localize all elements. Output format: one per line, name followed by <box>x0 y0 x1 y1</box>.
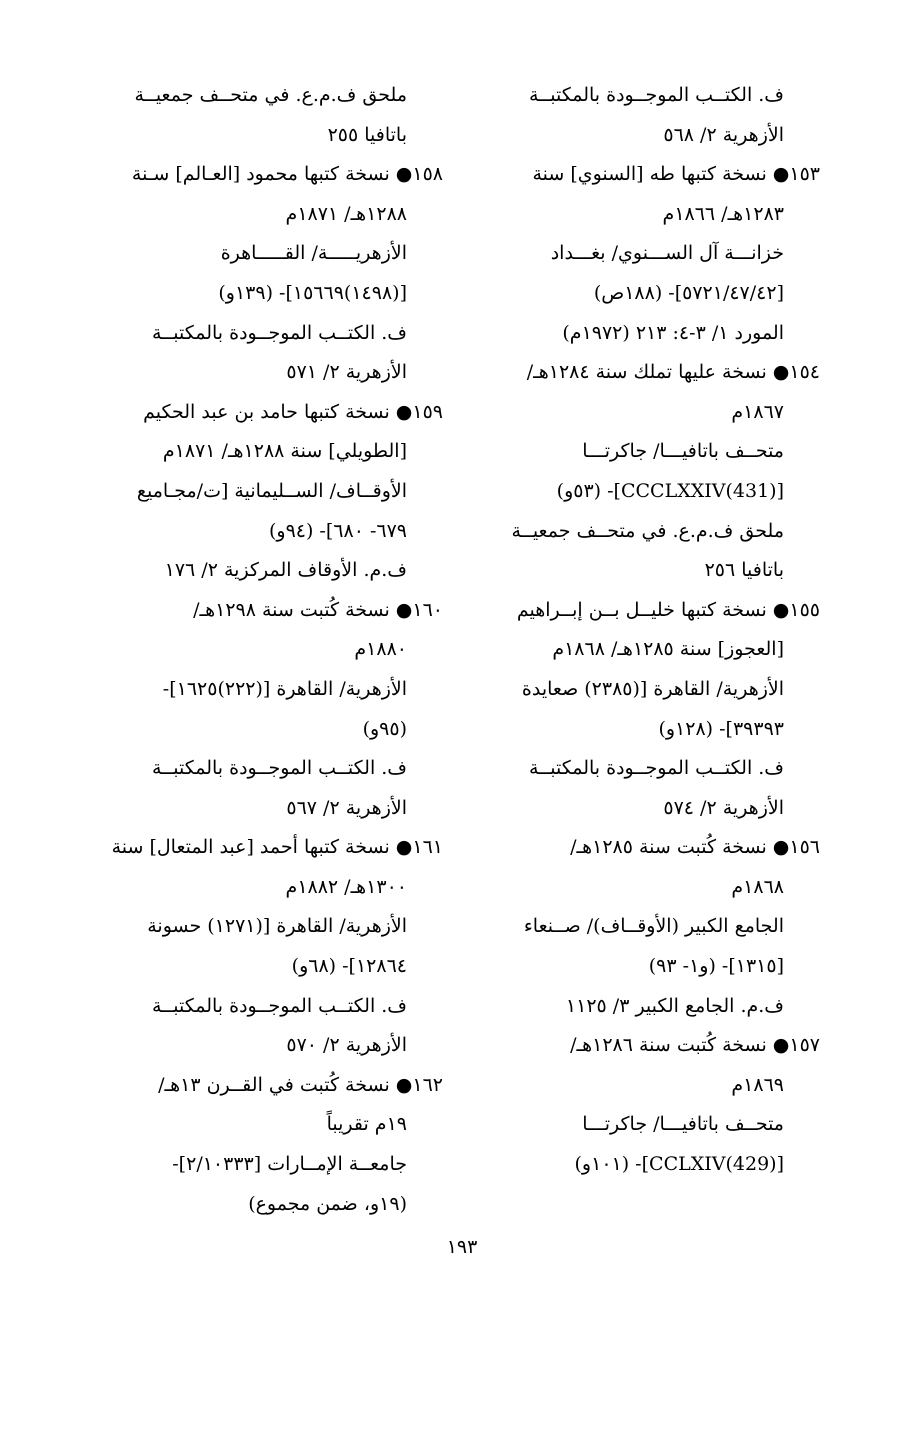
entry-line: ف.م. الأوقاف المركزية ٢/ ١٧٦ <box>164 559 407 582</box>
entry-line: ٣٩٣٩٣]- (١٢٨و) <box>658 717 784 740</box>
entry-line: الأزهرية/ القاهرة [(١٢٧١) حسونة <box>147 915 407 938</box>
entry-line: ف.م. الجامع الكبير ٣/ ١١٢٥ <box>565 994 784 1017</box>
entry-line: الأزهرية ٢/ ٥٦٧ <box>286 796 407 819</box>
entry-line: خزانـــة آل الســـنوي/ بغـــداد <box>550 242 784 265</box>
entry-line: [١٣١٥]- (و١- ٩٣) <box>648 955 784 978</box>
entry-line: [(١٤٩٨)١٥٦٦٩]- (١٣٩و) <box>218 281 407 304</box>
entry-line: ف. الكتــب الموجــودة بالمكتبــة <box>151 994 407 1017</box>
entry-line: المورد ١/ ٣-٤: ٢١٣ (١٩٧٢م) <box>562 321 784 344</box>
entry-line: جامعــة الإمــارات [٢/١٠٣٣٣]- <box>172 1153 407 1176</box>
entry-line: الأزهرية ٢/ ٥٦٨ <box>663 123 784 146</box>
entry-line: ١٢٨٦٤]- (٦٨و) <box>291 955 407 978</box>
entry-line: ف. الكتــب الموجــودة بالمكتبــة <box>528 84 784 106</box>
entry-line: ملحق ف.م.ع. في متحــف جمعيــة <box>134 84 407 106</box>
entry-line: ١٢٨٨هـ/ ١٨٧١م <box>285 202 407 225</box>
entry-line: [CCLXIV(429)]- (١٠١و) <box>574 1153 784 1176</box>
entry-heading-line: ١٥٧● نسخة كُتبت سنة ١٢٨٦هـ/ <box>570 1034 820 1057</box>
entry-line: متحــف باتافيـــا/ جاكرتـــا <box>582 1113 784 1136</box>
entry-line: ١٨٦٩م <box>731 1073 784 1096</box>
entry-line: ١٨٦٨م <box>731 875 784 898</box>
entry-heading-line: ١٥٩● نسخة كتبها حامد بن عبد الحكيم <box>143 400 443 423</box>
entry-line: الأزهرية ٢/ ٥٧٤ <box>663 796 784 819</box>
entry-heading-line: ١٥٥● نسخة كتبها خليــل بــن إبــراهيم <box>516 598 820 621</box>
entry-line: الأزهرية/ القاهرة [(٢٢٢)١٦٢٥]- <box>162 677 407 700</box>
entry-line: [الطويلي] سنة ١٢٨٨هـ/ ١٨٧١م <box>162 440 407 463</box>
entry-line: باتافيا ٢٥٥ <box>327 123 407 146</box>
entry-line: متحــف باتافيـــا/ جاكرتـــا <box>582 440 784 463</box>
entry-line: ملحق ف.م.ع. في متحــف جمعيــة <box>511 519 784 542</box>
entry-line: (٩٥و) <box>362 717 407 740</box>
entry-line: باتافيا ٢٥٦ <box>704 559 784 582</box>
entry-heading-line: ١٥٣● نسخة كتبها طه [السنوي] سنة <box>532 163 820 186</box>
left-column <box>98 76 443 1224</box>
entry-line: ١٢٨٣هـ/ ١٨٦٦م <box>662 202 784 225</box>
entry-line: ١٨٨٠م <box>354 638 407 661</box>
entry-line: الأزهريـــــة/ القـــــاهرة <box>220 242 407 265</box>
entry-line: [CCCLXXIV(431)]- (٥٣و) <box>556 479 784 502</box>
entry-line: ١٣٠٠هـ/ ١٨٨٢م <box>285 875 407 898</box>
entry-heading-line: ١٥٦● نسخة كُتبت سنة ١٢٨٥هـ/ <box>570 836 820 859</box>
entry-heading-line: ١٦١● نسخة كتبها أحمد [عبد المتعال] سنة <box>111 836 443 859</box>
entry-heading-line: ١٦٠● نسخة كُتبت سنة ١٢٩٨هـ/ <box>193 598 443 621</box>
entry-line: الأزهرية ٢/ ٥٧١ <box>286 361 407 384</box>
entry-line: الأزهرية ٢/ ٥٧٠ <box>286 1034 407 1057</box>
entry-line: ف. الكتــب الموجــودة بالمكتبــة <box>151 757 407 780</box>
page-number: ١٩٣ <box>446 1236 478 1258</box>
entry-line: ١٨٦٧م <box>731 400 784 423</box>
entry-line: الأوقــاف/ الســليمانية [ت/مجـاميع <box>136 479 407 502</box>
entry-line: (١٩و، ضمن مجموع) <box>248 1192 407 1215</box>
entry-heading-line: ١٦٢● نسخة كُتبت في القــرن ١٣هـ/ <box>158 1073 443 1096</box>
entry-heading-line: ١٥٤● نسخة عليها تملك سنة ١٢٨٤هـ/ <box>526 361 820 384</box>
entry-line: الأزهرية/ القاهرة [(٢٣٨٥) صعايدة <box>521 677 784 700</box>
entry-heading-line: ١٥٨● نسخة كتبها محمود [العـالم] سـنة <box>131 163 443 186</box>
entry-line: ٦٧٩- ٦٨٠]- (٩٤و) <box>268 519 407 542</box>
entry-line: ف. الكتــب الموجــودة بالمكتبــة <box>528 757 784 780</box>
entry-line: الجامع الكبير (الأوقــاف)/ صــنعاء <box>523 915 784 938</box>
entry-line: [العجوز] سنة ١٢٨٥هـ/ ١٨٦٨م <box>552 638 784 661</box>
entry-line: [٥٧٢١/٤٧/٤٢]- (١٨٨ص) <box>593 281 784 304</box>
entry-line: ١٩م تقريباً <box>326 1113 407 1136</box>
entry-line: ف. الكتــب الموجــودة بالمكتبــة <box>151 321 407 344</box>
right-column <box>480 76 820 1185</box>
